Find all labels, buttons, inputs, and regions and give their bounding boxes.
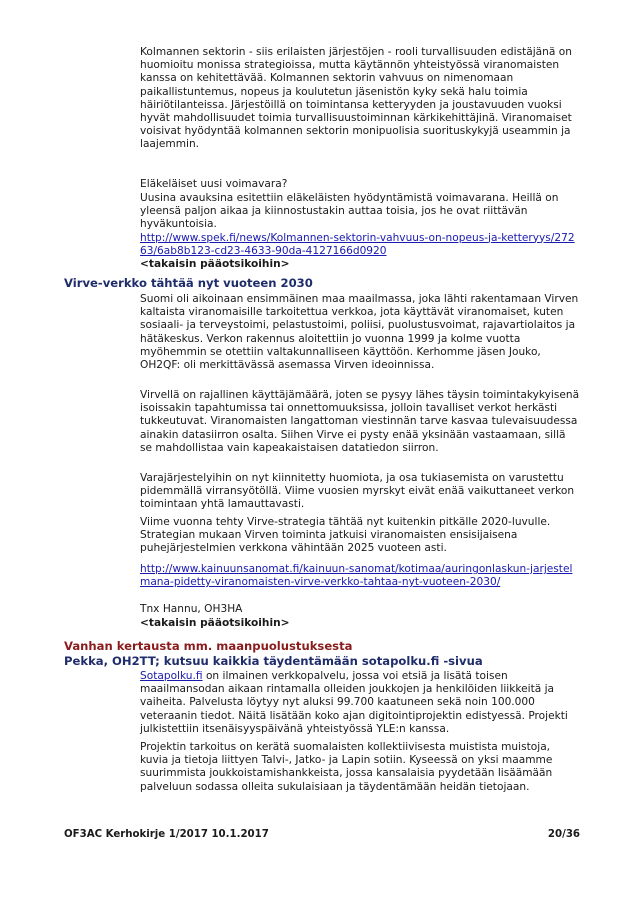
paragraph-virve-strategy: Viime vuonna tehty Virve-strategia tähtää nyt kuitenkin pitkälle 2020-luvulle. Strategian mukaan Virven toiminta jatkuisi viranomaisten ensisijaisena puhejärjestelmien verkkona vähintään 2025 vuoteen asti. xyxy=(140,516,551,555)
spek-article-link[interactable]: http://www.spek.fi/news/Kolmannen-sektorin-vahvuus-on-nopeus-ja-ketteryys/27263/6ab8b123-cd23-4633-90da-4127166d0920 xyxy=(140,231,575,257)
defence-heading: Vanhan kertausta mm. maanpuolustuksesta xyxy=(64,639,353,653)
sotapolku-description: on ilmainen verkkopalvelu, jossa voi etsiä ja lisätä toisen maailmansodan aikaan rintamalla olleiden joukkojen ja henkilöiden liikkeitä ja vaiheita. Palvelusta löytyy nyt aluksi 99.700 kaatuneen sekä noin 100.000 veteraanin tiedot. Näitä lisätään koko ajan digitointiprojektin edistyessä. Projekti julkistettiin itsenäisyyspäivänä yhteistyössä YLE:n kanssa. xyxy=(140,670,568,735)
paragraph-virve-history: Suomi oli aikoinaan ensimmäinen maa maailmassa, joka lähti rakentamaan Virven kaltaista viranomaisille tarkoitettua verkkoa, jota käyttävät viranomaiset, kuten sosiaali- ja terveystoimi, pelastustoimi, poliisi, puolustusvoimat, rajavartiolaitos ja hätäkeskus. Verkon rakennus aloitettiin jo vuonna 1999 ja kolme vuotta myöhemmin se otettiin valtakunnalliseen käyttöön. Kerhomme jäsen Jouko, OH2QF: oli merkittävässä asemassa Virven ideoinnissa. xyxy=(140,293,579,372)
back-to-headlines-link-2[interactable]: <takaisin pääotsikoihin> xyxy=(140,617,290,629)
paragraph-virve-capacity: Virvellä on rajallinen käyttäjämäärä, joten se pysyy lähes täysin toimintakykyisenä isoissakin tapahtumissa tai onnettomuuksissa, jolloin tavalliset verkot herkästi tukkeutuvat. Viranomaisten langattoman viestinnän tarve kasvaa tulevaisuudessa ainakin datasiirron osalta. Siihen Virve ei pysty enää yksinään vastaamaan, sillä se mahdollistaa vain kapeakaistaisen datatiedon siirron. xyxy=(140,389,580,454)
paragraph-sotapolku-service xyxy=(140,670,580,736)
kainuun-sanomat-link[interactable]: http://www.kainuunsanomat.fi/kainuun-sanomat/kotimaa/auringonlaskun-jarjestelmana-pidetty-viranomaisten-virve-verkko-tahtaa-nyt-vuoteen-2030/ xyxy=(140,563,573,589)
back-to-headlines-link-1[interactable]: <takaisin pääotsikoihin> xyxy=(140,258,290,271)
paragraph-virve-backup: Varajärjestelyihin on nyt kiinnitetty huomiota, ja osa tukiasemista on varustettu pidemmällä virransyötöllä. Viime vuosien myrskyt eivät enää vaikuttaneet verkon toimintaan yhtä lamauttavasti. xyxy=(140,472,575,511)
thanks-line: Tnx Hannu, OH3HA xyxy=(140,603,243,615)
paragraph-pensioners-resource xyxy=(140,192,580,271)
virve-heading: Virve-verkko tähtää nyt vuoteen 2030 xyxy=(64,276,313,290)
paragraph-pensioners-text: Uusina avauksina esitettiin eläkeläisten hyödyntämistä voimavarana. Heillä on yleensä paljon aikaa ja kiinnostustakin auttaa toisia, jos he ovat riittävän hyväkuntoisia. xyxy=(140,192,559,231)
paragraph-third-sector: Kolmannen sektorin - siis erilaisten järjestöjen - rooli turvallisuuden edistäjänä on huomioitu monissa strategioissa, mutta käytännön yhteistyössä viranomaisten kanssa on kehitettävää. Kolmannen sektorin vahvuus on nimenomaan paikallistuntemus, nopeus ja koulutetun jäsenistön kyky sekä halu toimia häiriötilanteissa. Järjestöillä on toimintansa ketteryyden ja joustavuuden vuoksi hyvät mahdollisuudet toimia turvallisuustoiminnan kärkikehittäjinä. Viranomaiset voisivat hyödyntää kolmannen sektorin monipuolisia suorituskykyjä useammin ja laajemmin. xyxy=(140,46,572,151)
paragraph-kainuun-link xyxy=(140,563,580,589)
sotapolku-heading: Pekka, OH2TT; kutsuu kaikkia täydentämään sotapolku.fi -sivua xyxy=(64,654,483,668)
paragraph-sotapolku-purpose: Projektin tarkoitus on kerätä suomalaisten kollektiivisesta muistista muistoja, kuvia ja tietoja liittyen Talvi-, Jatko- ja Lapin sotiin. Kyseessä on yksi maamme suurimmista joukkoistamishankkeista, jossa kansalaisia pyydetään lisäämään palveluun sodassa olleita sukulaisiaan ja täydentämään heidän tietojaan. xyxy=(140,741,553,793)
footer-title: OF3AC Kerhokirje 1/2017 10.1.2017 xyxy=(64,829,269,840)
paragraph-pensioners-question: Eläkeläiset uusi voimavara? xyxy=(140,178,288,190)
sotapolku-link[interactable]: Sotapolku.fi xyxy=(140,670,203,682)
footer-page-number: 20/36 xyxy=(547,829,580,840)
